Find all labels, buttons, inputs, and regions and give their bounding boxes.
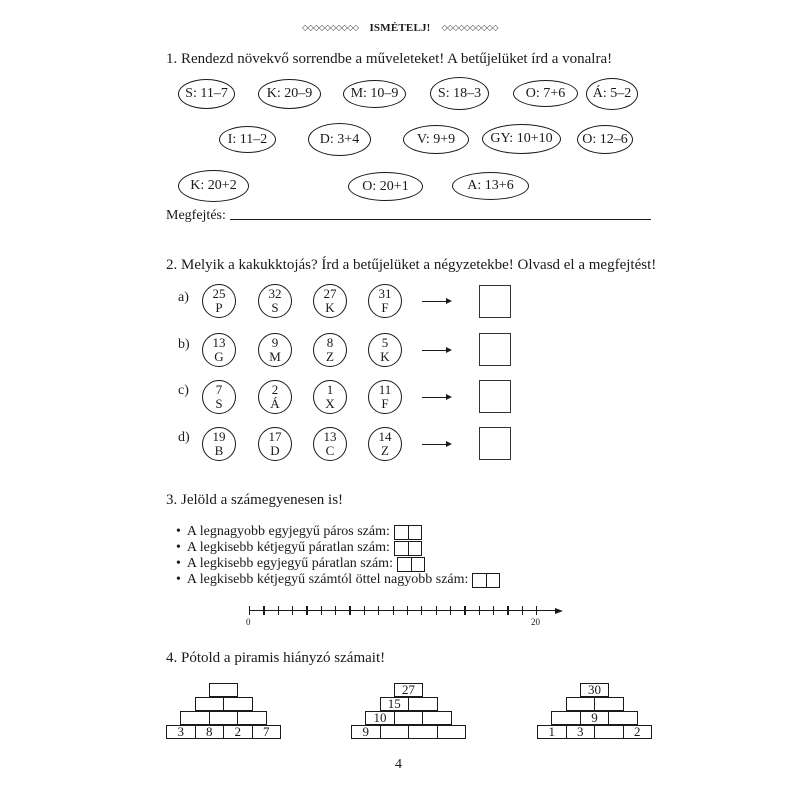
- number-line-axis: [249, 610, 556, 611]
- pyramid-brick[interactable]: [422, 711, 452, 725]
- pyramid-brick[interactable]: [551, 711, 581, 725]
- number-line-tick: [306, 606, 307, 615]
- number-line-tick: [278, 606, 279, 615]
- pyramid-brick: 2: [623, 725, 653, 739]
- number-circle: 1 X: [313, 380, 347, 414]
- header-decoration-right: ◇◇◇◇◇◇◇◇◇◇: [441, 23, 499, 32]
- header-decoration-left: ◇◇◇◇◇◇◇◇◇◇: [301, 23, 359, 32]
- operation-oval: O: 12–6: [577, 125, 633, 154]
- number-circle: 13 G: [202, 333, 236, 367]
- pyramid-brick[interactable]: [223, 697, 253, 711]
- arrow-right-icon: [422, 301, 448, 302]
- pyramid-brick: 3: [566, 725, 596, 739]
- number-circle: 25 P: [202, 284, 236, 318]
- pyramid-brick[interactable]: [408, 697, 438, 711]
- operation-oval: S: 18–3: [430, 77, 489, 110]
- operation-oval: V: 9+9: [403, 125, 469, 154]
- number-circle: 14 Z: [368, 427, 402, 461]
- number-circle: 31 F: [368, 284, 402, 318]
- answer-label: Megfejtés:: [166, 208, 226, 223]
- number-circle: 8 Z: [313, 333, 347, 367]
- bullet-icon: •: [176, 524, 181, 539]
- operation-oval: I: 11–2: [219, 126, 276, 153]
- bullet-icon: •: [176, 556, 181, 571]
- arrow-right-icon: [555, 608, 563, 614]
- pyramid-brick[interactable]: [608, 711, 638, 725]
- row-label: b): [178, 337, 190, 352]
- list-item: [176, 524, 500, 540]
- pyramid-brick[interactable]: [237, 711, 267, 725]
- pyramid-brick[interactable]: [209, 683, 239, 697]
- list-item-text: A legkisebb egyjegyű páratlan szám:: [186, 556, 393, 571]
- answer-box[interactable]: [479, 380, 511, 413]
- answer-box[interactable]: [479, 333, 511, 366]
- number-line-tick: [263, 606, 264, 615]
- pyramid-brick[interactable]: [394, 711, 424, 725]
- number-circle: 7 S: [202, 380, 236, 414]
- number-line-tick: [479, 606, 480, 615]
- operation-oval: GY: 10+10: [482, 124, 561, 154]
- number-circle: 17 D: [258, 427, 292, 461]
- number-circle: 19 B: [202, 427, 236, 461]
- pyramid-brick[interactable]: [594, 725, 624, 739]
- pyramid-brick: 10: [365, 711, 395, 725]
- digit-input-box[interactable]: [394, 525, 422, 540]
- row-label: c): [178, 383, 189, 398]
- number-circle: 2 Á: [258, 380, 292, 414]
- list-item: [176, 540, 500, 556]
- operation-oval: K: 20+2: [178, 170, 249, 202]
- operation-oval: M: 10–9: [343, 80, 406, 108]
- task3-title: 3. Jelöld a számegyenesen is!: [166, 492, 344, 508]
- operation-oval: A: 13+6: [452, 172, 529, 200]
- number-line-tick: [407, 606, 408, 615]
- arrow-right-icon: [422, 444, 448, 445]
- task3-list: [176, 524, 500, 588]
- number-line-tick: [522, 606, 523, 615]
- number-line-tick: [536, 606, 537, 615]
- pyramid-brick: 30: [580, 683, 610, 697]
- pyramid-brick[interactable]: [195, 697, 225, 711]
- number-circle: 9 M: [258, 333, 292, 367]
- number-line-tick: [436, 606, 437, 615]
- number-line-tick: [464, 606, 465, 615]
- answer-line[interactable]: [230, 219, 651, 220]
- section-header: [0, 22, 800, 34]
- number-line-tick: [364, 606, 365, 615]
- section-title: ISMÉTELJ!: [369, 22, 431, 34]
- arrow-right-icon: [422, 350, 448, 351]
- number-line-tick: [378, 606, 379, 615]
- digit-input-box[interactable]: [397, 557, 425, 572]
- number-line-tick: [493, 606, 494, 615]
- pyramid-brick[interactable]: [437, 725, 467, 739]
- pyramid-brick: 15: [380, 697, 410, 711]
- number-line-tick: [292, 606, 293, 615]
- operation-oval: O: 7+6: [513, 80, 578, 107]
- list-item-text: A legnagyobb egyjegyű páros szám:: [186, 524, 390, 539]
- number-circle: 13 C: [313, 427, 347, 461]
- page-number: 4: [395, 757, 402, 772]
- task1-title: 1. Rendezd növekvő sorrendbe a műveleteket! A betűjelüket írd a vonalra!: [166, 51, 613, 67]
- pyramid-brick: 9: [351, 725, 381, 739]
- digit-input-box[interactable]: [394, 541, 422, 556]
- number-line-tick: [507, 606, 508, 615]
- operation-oval: K: 20–9: [258, 79, 321, 109]
- operation-oval: Á: 5–2: [586, 78, 638, 110]
- pyramid-brick: 9: [580, 711, 610, 725]
- pyramid-brick: 1: [537, 725, 567, 739]
- number-line-tick: [335, 606, 336, 615]
- digit-input-box[interactable]: [472, 573, 500, 588]
- task2-title: 2. Melyik a kakukktojás? Írd a betűjelüket a négyzetekbe! Olvasd el a megfejtést!: [166, 257, 657, 273]
- list-item-text: A legkisebb kétjegyű páratlan szám:: [186, 540, 390, 555]
- number-line-label-max: 20: [531, 617, 540, 627]
- row-label: a): [178, 290, 189, 305]
- pyramid-brick[interactable]: [180, 711, 210, 725]
- bullet-icon: •: [176, 572, 181, 587]
- number-line-tick: [450, 606, 451, 615]
- row-label: d): [178, 430, 190, 445]
- number-circle: 32 S: [258, 284, 292, 318]
- bullet-icon: •: [176, 540, 181, 555]
- answer-box[interactable]: [479, 285, 511, 318]
- answer-box[interactable]: [479, 427, 511, 460]
- number-circle: 11 F: [368, 380, 402, 414]
- list-item: [176, 572, 500, 588]
- operation-oval: S: 11–7: [178, 79, 235, 109]
- pyramid-brick: 8: [195, 725, 225, 739]
- pyramid-brick[interactable]: [380, 725, 410, 739]
- number-circle: 5 K: [368, 333, 402, 367]
- number-line-tick: [321, 606, 322, 615]
- task4-title: 4. Pótold a piramis hiányzó számait!: [166, 650, 386, 666]
- pyramid-brick: 3: [166, 725, 196, 739]
- number-line-tick: [421, 606, 422, 615]
- pyramid-brick: 27: [394, 683, 424, 697]
- number-line-label-min: 0: [246, 617, 251, 627]
- pyramid-brick: 7: [252, 725, 282, 739]
- operation-oval: D: 3+4: [308, 123, 371, 156]
- list-item-text: A legkisebb kétjegyű számtól öttel nagyobb szám:: [186, 572, 469, 587]
- number-line-tick: [349, 606, 350, 615]
- pyramid-brick[interactable]: [209, 711, 239, 725]
- number-circle: 27 K: [313, 284, 347, 318]
- number-line-tick: [249, 606, 250, 615]
- operation-oval: O: 20+1: [348, 172, 423, 201]
- arrow-right-icon: [422, 397, 448, 398]
- pyramid-brick[interactable]: [594, 697, 624, 711]
- list-item: [176, 556, 500, 572]
- number-line-tick: [393, 606, 394, 615]
- pyramid-brick[interactable]: [408, 725, 438, 739]
- pyramid-brick[interactable]: [566, 697, 596, 711]
- pyramid-brick: 2: [223, 725, 253, 739]
